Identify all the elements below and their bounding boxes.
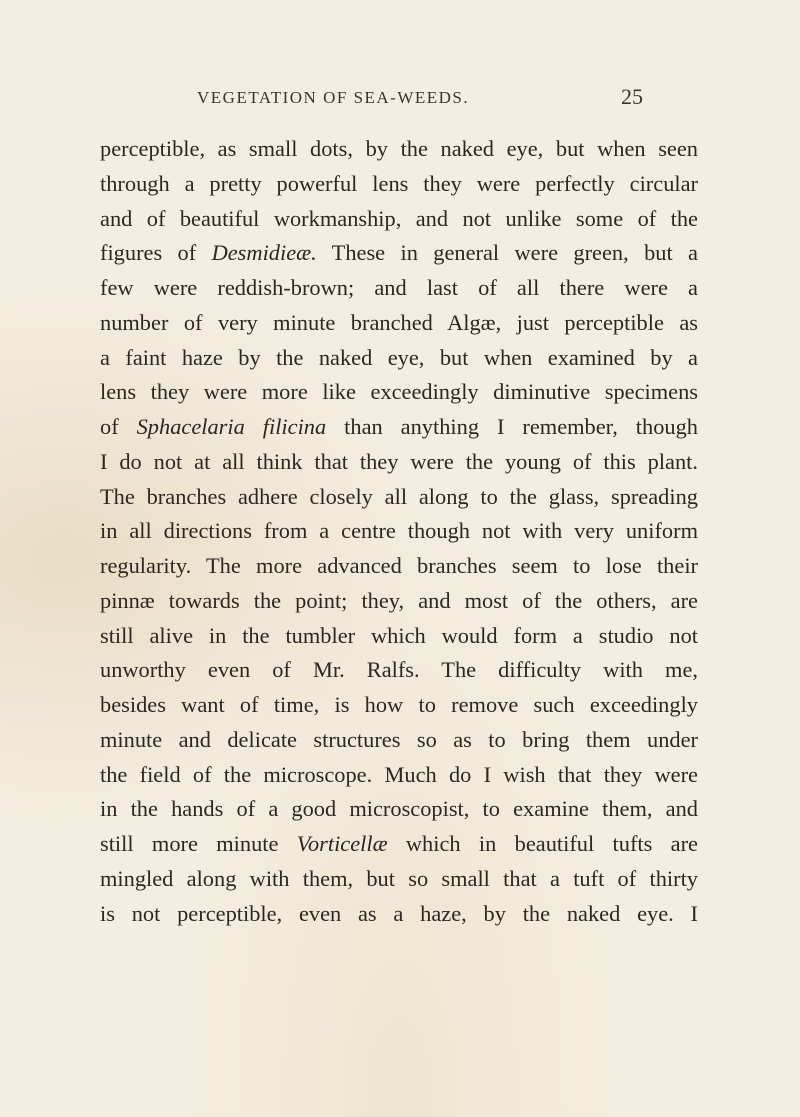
text-run: These in general were green, but a: [316, 240, 698, 266]
text-run: which in beautiful tufts are: [387, 831, 698, 856]
text-line: a faint haze by the naked eye, but when examined by a: [100, 344, 698, 370]
text-line: regularity. The more advanced branches seem to lose their: [100, 553, 698, 578]
body-text: [100, 132, 698, 931]
taxon-name: Desmidieæ.: [211, 240, 317, 266]
text-line: through a pretty powerful lens they were perfectly circular: [100, 170, 698, 196]
text-line: and of beautiful workmanship, and not unlike some of the: [100, 205, 698, 231]
text-run: than anything I remember, though: [326, 414, 698, 439]
text-line: few were reddish-brown; and last of all there were a: [100, 275, 698, 300]
text-line: number of very minute branched Algæ, just perceptible as: [100, 309, 698, 335]
text-line: unworthy even of Mr. Ralfs. The difficulty with me,: [100, 657, 698, 683]
text-line: The branches adhere closely all along to the glass, spreading: [100, 483, 698, 509]
text-run: still more minute: [100, 831, 297, 856]
text-line: still alive in the tumbler which would form a studio not: [100, 622, 698, 648]
text-line: [100, 410, 698, 445]
text-line: in all directions from a centre though not with very uniform: [100, 518, 698, 544]
taxon-name: Sphacelaria filicina: [136, 414, 327, 439]
text-line: in the hands of a good microscopist, to examine them, and: [100, 796, 698, 822]
text-line: [100, 236, 698, 271]
text-line: pinnæ towards the point; they, and most of the others, are: [100, 587, 698, 613]
page-number: 25: [621, 84, 643, 109]
text-line: the field of the microscope. Much do I wish that they were: [100, 761, 698, 787]
text-run: figures of: [100, 240, 212, 266]
text-run: of: [100, 414, 137, 439]
text-line: besides want of time, is how to remove such exceedingly: [100, 692, 698, 717]
taxon-name: Vorticellæ: [296, 831, 388, 856]
text-line: lens they were more like exceedingly diminutive specimens: [100, 379, 698, 405]
text-line: perceptible, as small dots, by the naked eye, but when seen: [100, 136, 698, 161]
text-line: minute and delicate structures so as to bring them under: [100, 726, 698, 752]
text-line: I do not at all think that they were the young of this plant.: [100, 448, 698, 474]
running-head: VEGETATION OF SEA-WEEDS.: [197, 88, 470, 107]
text-line: [100, 827, 698, 862]
text-line: mingled along with them, but so small that a tuft of thirty: [100, 865, 698, 891]
text-line: is not perceptible, even as a haze, by the naked eye. I: [100, 900, 698, 926]
